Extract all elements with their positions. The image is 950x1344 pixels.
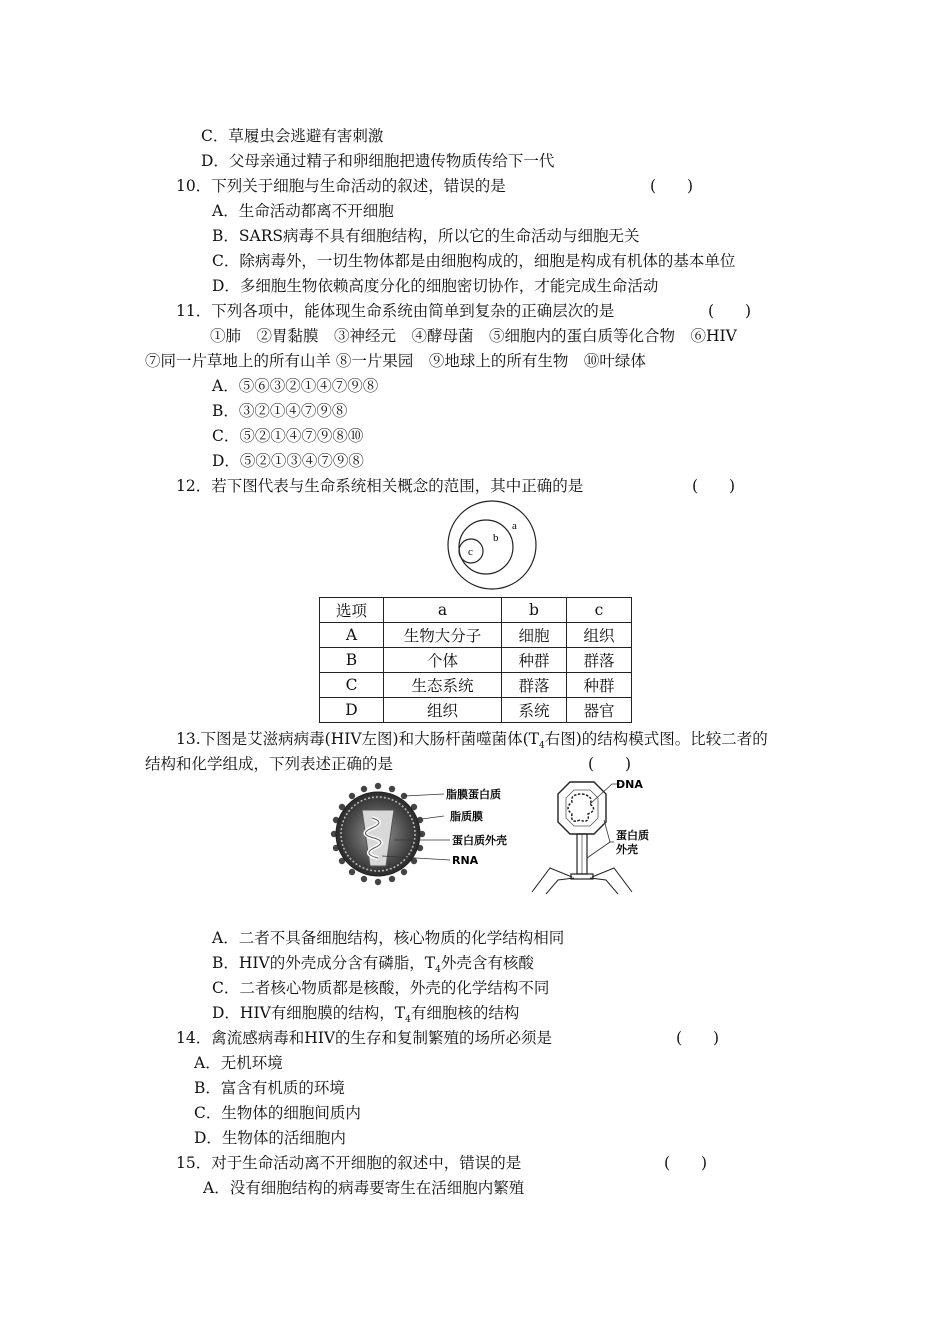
table-cell: A <box>320 623 384 648</box>
q15-answer-paren: ( ) <box>664 1154 708 1172</box>
hiv-label-lipid-protein: 脂膜蛋白质 <box>446 788 501 801</box>
q13-stem-line-2: 结构和化学组成，下列表述正确的是 <box>145 755 394 773</box>
q13-option-a: A．二者不具备细胞结构，核心物质的化学结构相同 <box>212 929 565 947</box>
table-header-cell: c <box>567 598 632 623</box>
q9-option-c: C．草履虫会逃避有害刺激 <box>201 127 384 145</box>
q13-stem-part: 右图)的结构模式图。比较二者的 <box>544 730 768 748</box>
q11-item-list-1: ①肺 ②胃黏膜 ③神经元 ④酵母菌 ⑤细胞内的蛋白质等化合物 ⑥HIV <box>210 327 737 345</box>
t4-baseplate <box>571 874 593 879</box>
q14-answer-paren: ( ) <box>676 1029 720 1047</box>
t4-tail-fiber <box>590 878 618 894</box>
hiv-label-lipid-membrane: 脂质膜 <box>450 810 483 823</box>
q13-option-c: C．二者核心物质都是核酸，外壳的化学结构不同 <box>212 979 550 997</box>
circle-c-label: c <box>468 546 473 558</box>
q10-option-b: B．SARS病毒不具有细胞结构，所以它的生命活动与细胞无关 <box>212 227 640 245</box>
circle-b-label: b <box>493 532 499 544</box>
t4-label-dna: DNA <box>616 778 643 791</box>
hiv-label-protein-shell: 蛋白质外壳 <box>452 834 507 847</box>
table-cell: 系统 <box>502 698 567 723</box>
q14-option-a: A．无机环境 <box>194 1054 283 1072</box>
nested-circles-diagram <box>440 500 544 595</box>
leader-line <box>604 820 610 842</box>
circle-a-label: a <box>512 520 517 532</box>
q11-stem: 11．下列各项中，能体现生命系统由简单到复杂的正确层次的是 <box>176 302 615 320</box>
leader-line <box>587 842 610 858</box>
table-cell: B <box>320 648 384 673</box>
q11-option-d: D．⑤②①③④⑦⑨⑧ <box>212 452 364 470</box>
q10-option-d: D．多细胞生物依赖高度分化的细胞密切协作，才能完成生命活动 <box>212 277 659 295</box>
option-text-part: B．HIV的外壳成分含有磷脂，T <box>212 954 436 972</box>
table-cell: 生物大分子 <box>384 623 502 648</box>
t4-tail-fiber <box>592 868 632 892</box>
hiv-label-rna: RNA <box>452 854 479 867</box>
table-row <box>320 648 632 673</box>
q13-option-b <box>212 953 534 980</box>
table-row <box>320 698 632 723</box>
q9-option-d: D．父母亲通过精子和卵细胞把遗传物质传给下一代 <box>201 152 555 170</box>
table-cell: C <box>320 673 384 698</box>
leader-line <box>404 794 444 796</box>
hiv-structure-diagram <box>328 780 528 900</box>
table-cell: 细胞 <box>502 623 567 648</box>
q10-option-c: C．除病毒外，一切生物体都是由细胞构成的，细胞是构成有机体的基本单位 <box>212 252 736 270</box>
table-row <box>320 623 632 648</box>
option-subscript: 4 <box>405 1015 411 1026</box>
q13-answer-paren: ( ) <box>588 755 632 773</box>
q15-option-a: A．没有细胞结构的病毒要寄生在活细胞内繁殖 <box>203 1179 525 1197</box>
q11-answer-paren: ( ) <box>708 302 752 320</box>
t4-phage-diagram <box>524 776 664 898</box>
q13-stem-subscript: 4 <box>538 741 545 752</box>
table-cell: 种群 <box>502 648 567 673</box>
q14-stem: 14．禽流感病毒和HIV的生存和复制繁殖的场所必须是 <box>176 1029 553 1047</box>
q10-option-a: A．生命活动都离不开细胞 <box>212 202 394 220</box>
table-header-cell: a <box>384 598 502 623</box>
t4-tail-fiber <box>532 868 572 892</box>
table-cell: 群落 <box>567 648 632 673</box>
table-header-cell: 选项 <box>320 598 384 623</box>
q11-option-c: C．⑤②①④⑦⑨⑧⑩ <box>212 427 364 445</box>
q12-options-table <box>319 597 632 723</box>
table-row <box>320 673 632 698</box>
table-cell: 器官 <box>567 698 632 723</box>
q12-stem: 12．若下图代表与生命系统相关概念的范围，其中正确的是 <box>176 477 584 495</box>
t4-label-shell-line2: 外壳 <box>616 843 638 856</box>
option-text-part: D．HIV有细胞膜的结构，T <box>212 1004 406 1022</box>
table-header-row <box>320 598 632 623</box>
t4-dna-coil <box>568 794 594 821</box>
table-cell: 组织 <box>567 623 632 648</box>
q11-option-a: A．⑤⑥③②①④⑦⑨⑧ <box>212 377 379 395</box>
q13-stem-part: 13.下图是艾滋病病毒(HIV左图)和大肠杆菌噬菌体(T <box>176 730 539 748</box>
q13-stem-line-1 <box>176 729 768 756</box>
q14-option-d: D．生物体的活细胞内 <box>194 1129 346 1147</box>
table-cell: 群落 <box>502 673 567 698</box>
q11-item-list-2: ⑦同一片草地上的所有山羊 ⑧一片果园 ⑨地球上的所有生物 ⑩叶绿体 <box>145 352 646 370</box>
q10-answer-paren: ( ) <box>650 177 694 195</box>
option-subscript: 4 <box>435 965 441 976</box>
t4-label-shell-line1: 蛋白质 <box>616 829 649 842</box>
leader-line <box>590 784 612 804</box>
q14-option-c: C．生物体的细胞间质内 <box>194 1104 361 1122</box>
t4-tail-fiber <box>546 878 574 894</box>
q12-answer-paren: ( ) <box>692 477 736 495</box>
table-cell: D <box>320 698 384 723</box>
table-cell: 组织 <box>384 698 502 723</box>
q13-option-d <box>212 1003 519 1030</box>
option-text-part: 有细胞核的结构 <box>410 1004 520 1022</box>
option-text-part: 外壳含有核酸 <box>440 954 534 972</box>
q10-stem: 10．下列关于细胞与生命活动的叙述，错误的是 <box>176 177 506 195</box>
q14-option-b: B．富含有机质的环境 <box>194 1079 345 1097</box>
q11-option-b: B．③②①④⑦⑨⑧ <box>212 402 348 420</box>
table-header-cell: b <box>502 598 567 623</box>
table-cell: 个体 <box>384 648 502 673</box>
table-cell: 生态系统 <box>384 673 502 698</box>
q15-stem: 15．对于生命活动离不开细胞的叙述中，错误的是 <box>176 1154 522 1172</box>
table-cell: 种群 <box>567 673 632 698</box>
